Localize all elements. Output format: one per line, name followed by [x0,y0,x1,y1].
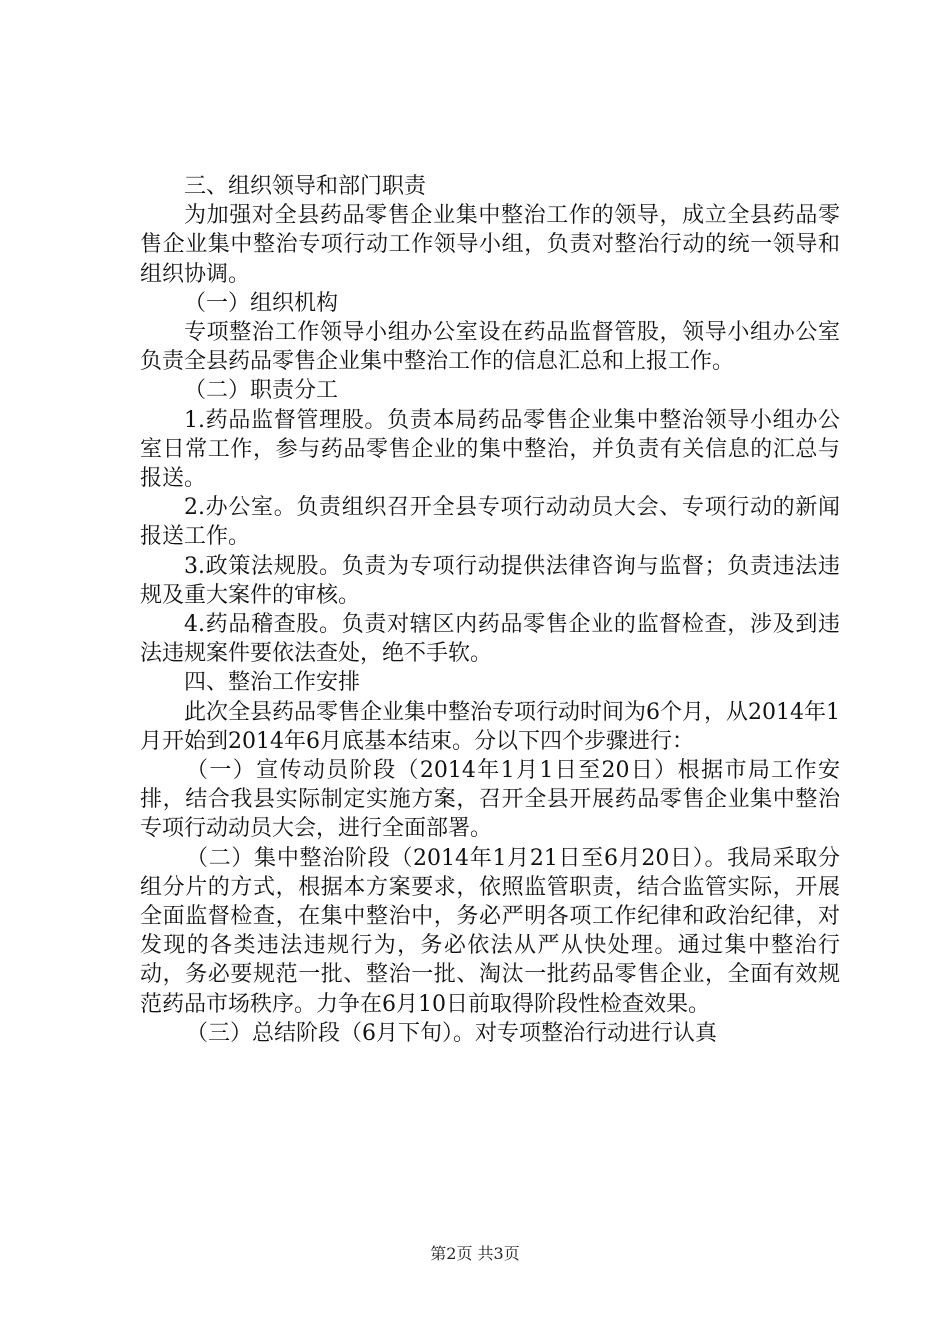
paragraph: 为加强对全县药品零售企业集中整治工作的领导，成立全县药品零售企业集中整治专项行动工作领导小组，负责对整治行动的统一领导和组织协调。 [140,203,840,287]
page-footer [0,1244,950,1264]
paragraph: 4.药品稽查股。负责对辖区内药品零售企业的监督检查，涉及到违法违规案件要依法查处，绝不手软。 [140,612,840,667]
subsection-heading: （一）组织机构 [184,290,339,316]
paragraph: （一）宣传动员阶段（2014年1月1日至20日）根据市局工作安排，结合我县实际制定实施方案，召开全县开展药品零售企业集中整治专项行动动员大会，进行全面部署。 [140,758,840,842]
paragraph: 2.办公室。负责组织召开全县专项行动动员大会、专项行动的新闻报送工作。 [140,495,840,550]
paragraph: 此次全县药品零售企业集中整治专项行动时间为6个月，从2014年1月开始到2014年6月底基本结束。分以下四个步骤进行： [140,699,840,754]
paragraph: 专项整治工作领导小组办公室设在药品监督管股，领导小组办公室负责全县药品零售企业集中整治工作的信息汇总和上报工作。 [140,320,840,375]
document-body [140,172,840,1048]
subsection-heading: （二）职责分工 [184,378,339,404]
section-heading-3: 三、组织领导和部门职责 [184,174,427,199]
page-number: 第2页 共3页 [430,1244,520,1263]
paragraph: （二）集中整治阶段（2014年1月21日至6月20日）。我局采取分组分片的方式，根据本方案要求，依照监管职责，结合监管实际，开展全面监督检查，在集中整治中，务必严明各项工作纪律和政治纪律，对发现的各类违法违规行为，务必依法从严从快处理。通过集中整治行动，务必要规范一批、整治一批、淘汰一批药品零售企业，全面有效规范药品市场秩序。力争在6月10日前取得阶段性检查效果。 [140,845,840,1017]
paragraph: （三）总结阶段（6月下旬）。对专项整治行动进行认真 [186,1020,717,1046]
paragraph: 3.政策法规股。负责为专项行动提供法律咨询与监督；负责违法违规及重大案件的审核。 [140,553,840,608]
paragraph: 1.药品监督管理股。负责本局药品零售企业集中整治领导小组办公室日常工作，参与药品零售企业的集中整治，并负责有关信息的汇总与报送。 [140,407,840,492]
section-heading-4: 四、整治工作安排 [184,670,361,696]
